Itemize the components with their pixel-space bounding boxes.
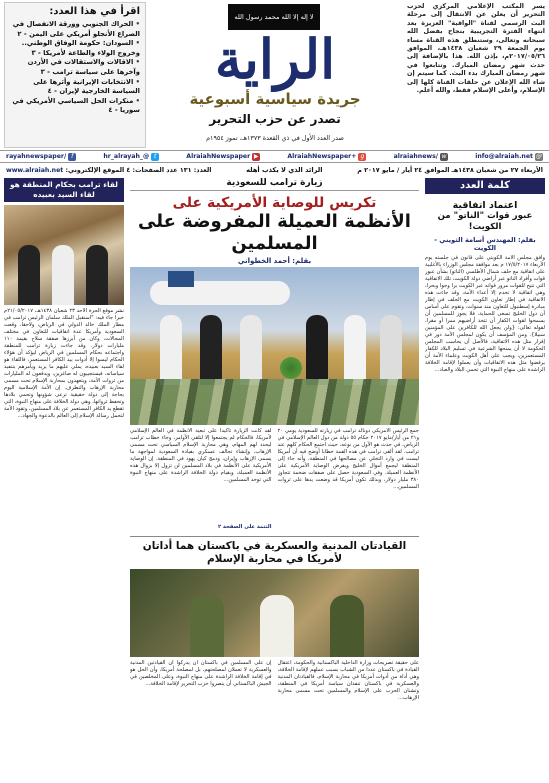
masthead (148, 2, 402, 148)
lead-body-col: لقد كانت الزيارة تأكيدا على تبعية الأنظمة في العالم الإسلامي لأمريكا، فالحكام لم يجتمعوا إلا لتلقي الأوامر، وجاء خطاب ترامب ليحدد لهم المهام، وهي محاربة الإسلام السياسي تحت مسمى الإرهاب، وإنشاء تحالف عسكري بقيادة السعودية لمواجهة ما يسمى الإرهاب وإيران، ودمج كيان يهود في المنطقة. إن الوصاية الأمريكية على الأنظمة في بلاد المسلمين لن تزول إلا بزوال هذه الأنظمة العميلة، وبقيام دولة الخلافة الراشدة على منهاج النبوة التي توحد المسلمين... التتمة على الصفحة ٢ (130, 428, 272, 530)
lead-photo (130, 267, 419, 425)
meeting-photo (4, 205, 124, 305)
date-band (0, 164, 549, 176)
social-link-email[interactable]: @ info@alraiah.net (475, 152, 542, 160)
second-body-col: على حقيقة تصريحات وزارة الداخلية الباكستانية والحكومة، اعتقال القيادة في باكستان عددا من الشباب بسبب عملهم لإقامة الخلافة، وهي أداة من أدوات أمريكا في محاربة الإسلام، فالقيادتان المدنية والعسكرية في باكستان تنفذان سياسة أمريكا في المنطقة، وتشنان الحرب على الإسلام والمسلمين تحت مسمى محاربة الإرهاب... (277, 660, 419, 701)
lead-headline[interactable]: الأنظمة العميلة المفروضة على المسلمين (138, 211, 411, 254)
lead-article (130, 178, 419, 779)
lead-strap: زيارة ترامب للسعودية (130, 178, 419, 191)
person-figure (18, 245, 40, 305)
toc-item[interactable]: • السودان: حكومة الوفاق الوطني.. وخروج الولاء والطاعة لأمريكا - ٣ (10, 39, 140, 58)
person-figure (86, 245, 108, 305)
newspaper-subtitle: جريدة سياسية أسبوعية (189, 90, 361, 108)
editorial-author: بقلم: المهندس أسامة الثويني - الكويت (434, 236, 536, 252)
person-figure (240, 315, 262, 385)
social-link-youtube[interactable]: ▶ AlraiahNewspaper (186, 152, 259, 160)
newspaper-logo: الراية (214, 27, 336, 91)
person-figure (344, 315, 366, 385)
toc-item[interactable]: • الحراك الجنوبي وورقة الانفصال في الصراع الأنجلو أمريكي على اليمن - ٢ (10, 20, 140, 39)
continued-link[interactable]: التتمة على الصفحة ٢ (217, 524, 272, 530)
twitter-icon: t (151, 153, 159, 161)
flag-banner: لا إله إلا الله محمد رسول الله (228, 4, 320, 30)
social-links-bar (0, 150, 549, 163)
social-link-twitter[interactable]: t @_hr_alrayah (103, 153, 159, 161)
email-icon: @ (536, 152, 542, 160)
social-link-google-plus[interactable]: g +AlraiahNewspaper (287, 153, 366, 161)
youtube-icon: ▶ (253, 152, 259, 160)
issue-date: الأربعاء ٢٧ من شعبان ١٤٣٨هـ الموافق ٢٤ أيار / مايو ٢٠١٧ م (357, 166, 543, 174)
bouquet-graphic (280, 357, 302, 379)
section-header: كلمة العدد (425, 178, 545, 194)
side-article-title[interactable]: لقاء ترامب بحكام المنطقة هو لقاء السيد بعبيده (4, 178, 124, 202)
first-issue-line: صدر العدد الأول في ذي القعدة ١٣٧٣هـ، تموز ١٩٥٤م (206, 134, 344, 142)
second-headline[interactable]: القيادتان المدنية والعسكرية في باكستان هما أداتان لأمريكا في محاربة الإسلام (130, 536, 419, 566)
airplane-graphic (150, 281, 290, 305)
person-figure (306, 315, 328, 385)
second-body-col: إن على المسلمين في باكستان أن يدركوا أن القيادتين المدنية والعسكرية لا تعملان لمصلحتهم، بل لمصلحة أمريكا، وأن الحل هو في إقامة الخلافة الراشدة على منهاج النبوة، وعلى المخلصين في الجيش الباكستاني أن ينصروا حزب التحرير لإقامة الخلافة... (130, 660, 272, 687)
social-link-facebook[interactable]: f /rayahnewspaper (6, 153, 76, 161)
newspaper-publisher: تصدر عن حزب التحرير (209, 112, 341, 126)
person-figure (330, 595, 364, 657)
editorial-kicker: اعتماد اتفاقية (452, 200, 518, 211)
second-body (130, 660, 419, 736)
motto: الرائد الذي لا يكذب أهله (246, 166, 323, 174)
web-icon: w (441, 152, 447, 160)
lead-body-col: جمع الرئيس الأمريكي دونالد ترامب في زيارته للسعودية يومي ٢٠ و٢١ من أيار/مايو ٢٠١٧ حكام ٥٥ دولة من دول العالم الإسلامي في الرياض، في حدث هو الأول من نوعه، حيث اجتمع الحكام كلهم عند ترامب. لقد ألقى ترامب في هذه القمة خطابا أوضح فيه أن أمريكا ليست في وارد التخلي عن مصالحها في المنطقة، وأنه جاء إلى المنطقة ليجمع أموال الخليج ويفرض الوصاية الأمريكية على الأنظمة العميلة. وفي السعودية حصل على صفقات ضخمة تتجاوز ٣٨٠ مليار دولار، وبذلك تكون أمريكا قد وضعت يدها على ثروات المسلمين... (277, 428, 419, 490)
person-figure (160, 315, 182, 385)
toc-item[interactable]: • منكرات الحل السياسي الأمريكي في سوريا - ٤ (10, 97, 140, 116)
person-figure (200, 315, 222, 385)
intro-announcement: يسر المكتب الإعلامي المركزي لحزب التحرير أن يعلن عن الانتقال إلى مرحلة البث الرسمي لقناة "الواقية" العزيزة بعد انتهاء الفترة التجريبية بنجاح بفضل الله سبحانه وتعالى، وستنطلق هذه القناة مساء يوم الجمعة ٢٩ شعبان ١٤٣٨هـ، الموافق ٢٠١٧/٠٥/٢٦م، بإذن الله. هذا بالإضافة إلى حدث شهر رمضان المبارك. وتتابعوا في شهر رمضان المبارك بدء البث. كما سيتم إن شاء الله الإعلان عن حلقات القناة كلها إلى الإسلام، وأعلى الإسلام فقط، والله أعلم. (407, 2, 545, 95)
facebook-icon: f (68, 153, 76, 161)
table-of-contents (4, 2, 146, 148)
lead-kicker: تكريس للوصاية الأمريكية على (172, 195, 377, 211)
side-article (4, 178, 124, 779)
website-link[interactable]: www.alraiah.net (6, 167, 64, 174)
editorial-column (425, 178, 545, 779)
google-plus-icon: g (358, 153, 366, 161)
toc-heading: اقرأ في هذا العدد: (49, 6, 140, 17)
lead-author: بقلم: أحمد الخطواني (237, 257, 312, 265)
person-figure (260, 595, 294, 657)
editorial-title[interactable]: عبور قوات "الناتو" من الكويت! (437, 211, 533, 232)
toc-item[interactable]: • الانتخابات الإيرانية وأثرها على السياسة الخارجية لإيران - ٤ (10, 78, 140, 97)
person-figure (380, 315, 402, 385)
issue-number: العدد: ١٣١ عدد الصفحات: ٤ الموقع الإلكتروني: www.alraiah.net (6, 166, 212, 174)
banknotes-overlay (130, 379, 419, 425)
person-figure (52, 245, 74, 305)
pakistan-photo (130, 569, 419, 657)
toc-item[interactable]: • الاقالات والاستقالات في الأردن وآخرها على سياسة ترامب - ٣ (10, 58, 140, 77)
social-link-web[interactable]: w /alraiahnews (393, 152, 447, 160)
side-article-body: نشر موقع الحرة الأحد ٢٣ شعبان ١٤٣٨هـ، ٢١/٠٥/٢٠١٧م خبرا جاء فيه: "استقبل الملك سلمان الرئيس ترامب في مطار الملك خالد الدولي في الرياض، ولاحقا، وقعت السعودية وأمريكا عدة اتفاقيات للتعاون في مختلف المجالات، وكان من أبرزها صفقة سلاح بقيمة ١١٠ مليارات دولار. وقد جاءت زيارة ترامب للمنطقة واجتماعه بحكام المسلمين في الرياض ليؤكد أن هؤلاء الحكام ليسوا إلا أدوات بيد الكافر المستعمر، فاللقاء هو لقاء السيد بعبيده، يملي عليهم ما يريد ويأمرهم بتنفيذ سياساته، فيستجيبون له صاغرين، ويدفعون له المليارات من ثروات الأمة، ويتعهدون بمحاربة الإسلام تحت مسمى محاربة الإرهاب والتطرف. إن الأمة الإسلامية اليوم بحاجة إلى دولة حقيقية ترعى شؤونها وتحمي بلادها وتحفظ ثرواتها، وهي دولة الخلافة على منهاج النبوة، التي تقطع يد الكافر المستعمر عن بلاد المسلمين، وتقود الأمة لتحمل رسالة الإسلام إلى العالم بالدعوة والجهاد... (4, 308, 124, 419)
lead-body (130, 428, 419, 532)
editorial-body: وافق مجلس الأمة الكويتي على قانون في جلسته يوم الأربعاء ١٧/٥/٢٠١٧ م بعد موافقة مجلس الوزراء بالأغلبية على اتفاقية مع حلف شمال الأطلسي (الناتو) بشأن عبور قوات وأفراد الناتو عبر أراضي دولة الكويت، تلك الاتفاقية التي تتيح للقوات مرور قواته عبر الكويت برا وجوا وبحرا، وهي اتفاقية لا تخدم إلا أعداء الأمة، وقد جاءت هذه الاتفاقية في إطار تعاون الكويت مع الحلف في إطار مبادرة إسطنبول للتعاون منذ سنوات، وتقوم على أساس أن دول الخليج تسعى للحماية، فلا يجوز للمسلمين أن يسمحوا لقوات الكفار أن تتخذ أراضيهم ممرا أو مقرا، لقوله تعالى: {ولن يجعل الله للكافرين على المؤمنين سبيلا}. ومن المؤسف أن يكون لمجلس الأمة دور في إقرار مثل هذه الاتفاقية، فالأصل أن يحاسب المجلس الحكومة لا أن يمنحها الشرعية في تسليم البلاد للكفار المستعمرين، ويجب على أهل الكويت وعلماء الأمة أن يرفضوا مثل هذه الاتفاقيات وأن يعملوا لإقامة الخلافة الراشدة على منهاج النبوة التي تحمي البلاد والعباد... (425, 255, 545, 373)
person-figure (190, 595, 224, 657)
